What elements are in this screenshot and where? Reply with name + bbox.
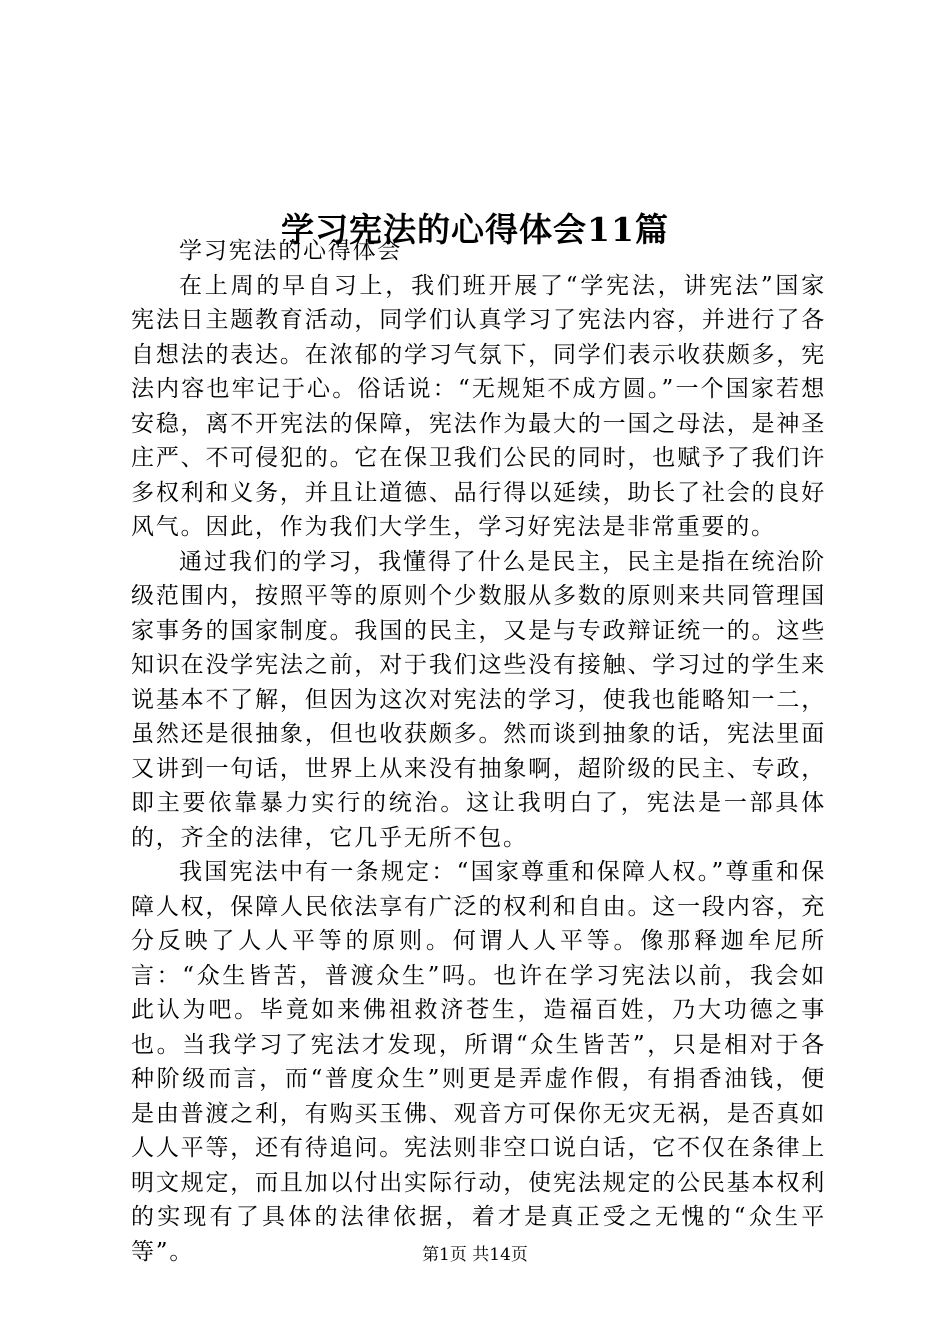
document-body xyxy=(131,234,826,1269)
page-footer: 第1页 共14页 xyxy=(422,1245,528,1265)
paragraph-1: 在上周的早自习上，我们班开展了“学宪法，讲宪法”国家宪法日主题教育活动，同学们认真学习了宪法内容，并进行了各自想法的表达。在浓郁的学习气氛下，同学们表示收获颇多，宪法内容也牢记于心。俗话说：“无规矩不成方圆。”一个国家若想安稳，离不开宪法的保障，宪法作为最大的一国之母法，是神圣庄严、不可侵犯的。它在保卫我们公民的同时，也赋予了我们许多权利和义务，并且让道德、品行得以延续，助长了社会的良好风气。因此，作为我们大学生，学习好宪法是非常重要的。 xyxy=(131,272,826,540)
paragraph-2: 通过我们的学习，我懂得了什么是民主，民主是指在统治阶级范围内，按照平等的原则个少数服从多数的原则来共同管理国家事务的国家制度。我国的民主，又是与专政辩证统一的。这些知识在没学宪法之前，对于我们这些没有接触、学习过的学生来说基本不了解，但因为这次对宪法的学习，使我也能略知一二，虽然还是很抽象，但也收获颇多。然而谈到抽象的话，宪法里面又讲到一句话，世界上从来没有抽象啊，超阶级的民主、专政，即主要依靠暴力实行的统治。这让我明白了，宪法是一部具体的，齐全的法律，它几乎无所不包。 xyxy=(131,548,826,851)
paragraph-3: 我国宪法中有一条规定：“国家尊重和保障人权。”尊重和保障人权，保障人民依法享有广泛的权利和自由。这一段内容，充分反映了人人平等的原则。何谓人人平等。像那释迦牟尼所言：“众生皆苦，普渡众生”吗。也许在学习宪法以前，我会如此认为吧。毕竟如来佛祖救济苍生，造福百姓，乃大功德之事也。当我学习了宪法才发现，所谓“众生皆苦”，只是相对于各种阶级而言，而“普度众生”则更是弄虚作假，有捐香油钱，便是由普渡之利，有购买玉佛、观音方可保你无灾无祸，是否真如人人平等，还有待追问。宪法则非空口说白话，它不仅在条律上明文规定，而且加以付出实际行动，使宪法规定的公民基本权利的实现有了具体的法律依据，着才是真正受之无愧的“众生平等”。 xyxy=(131,859,826,1265)
document-title: 学习宪法的心得体会11篇 xyxy=(281,210,669,250)
section-subtitle: 学习宪法的心得体会 xyxy=(179,238,403,264)
